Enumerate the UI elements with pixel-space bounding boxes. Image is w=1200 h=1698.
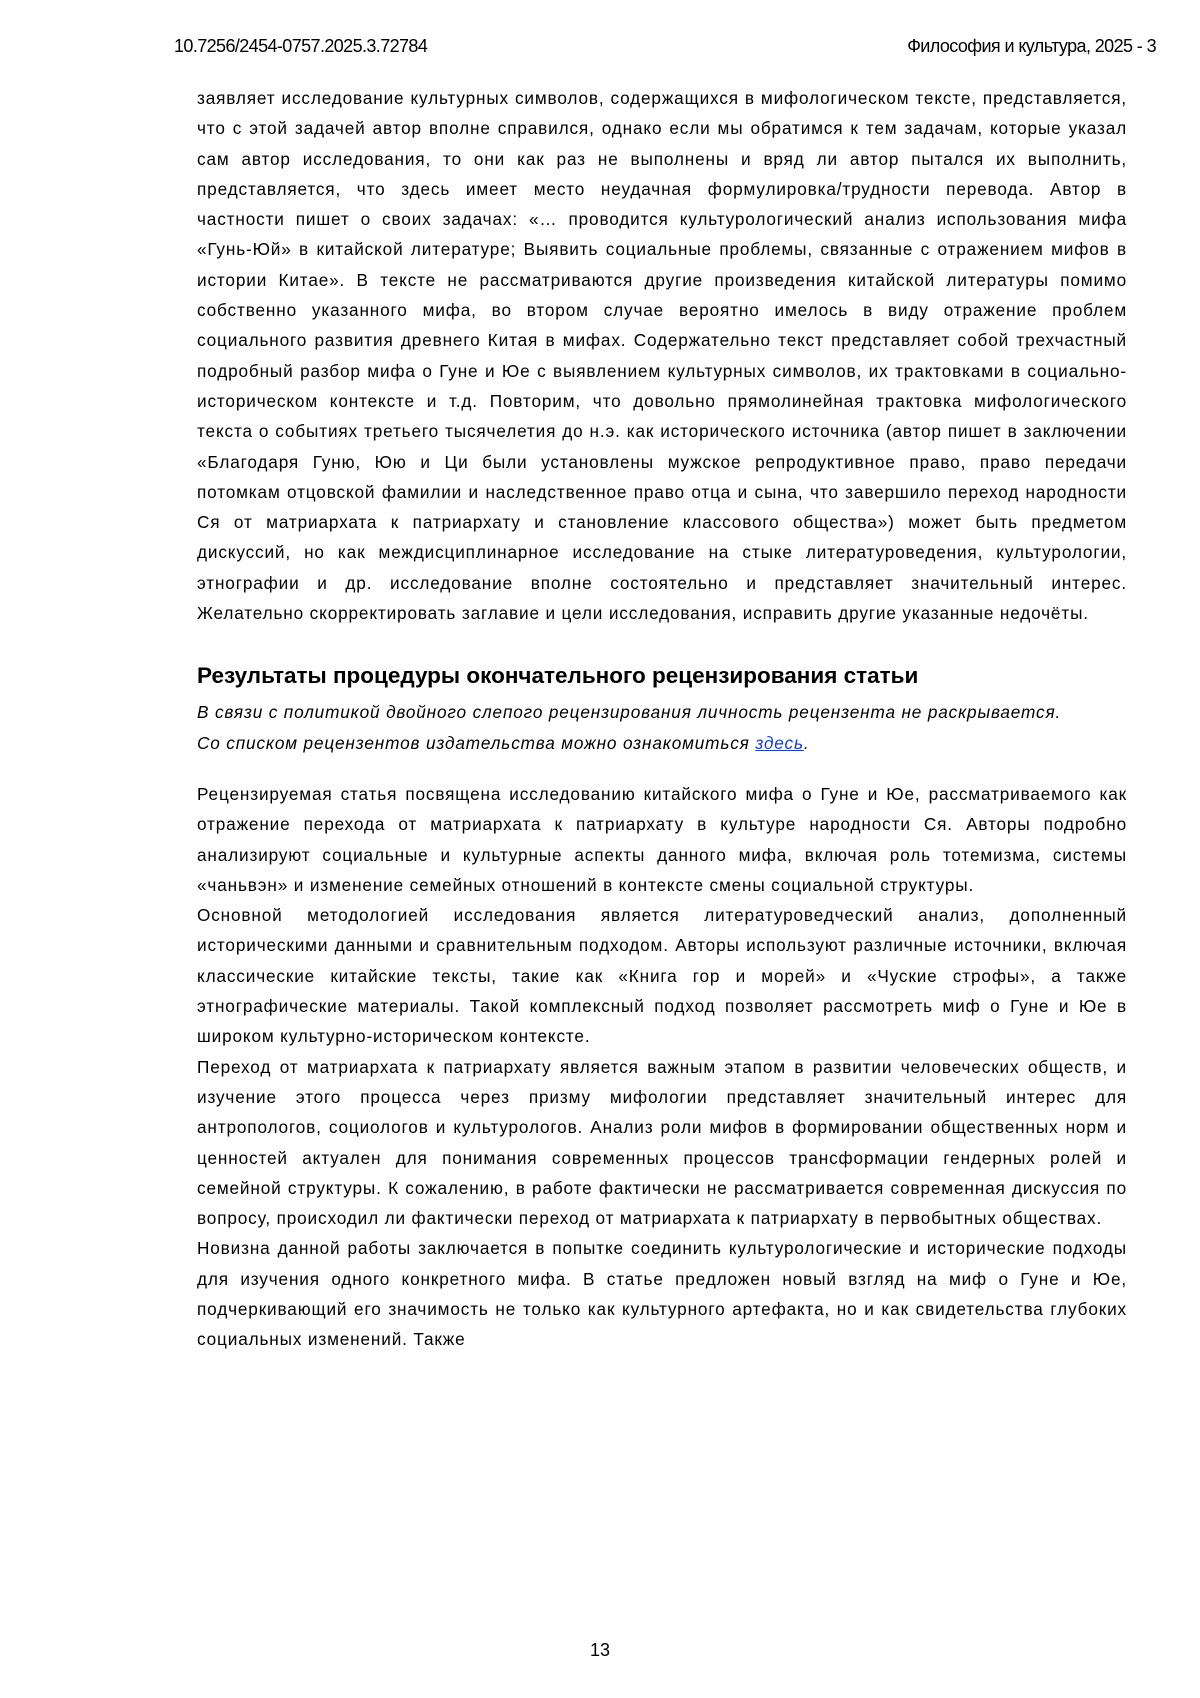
review-paragraph: Новизна данной работы заключается в попытке соединить культурологические и исторические подходы для изучения одного конкретного мифа. В статье предложен новый взгляд на миф о Гуне и Юе, подчеркивающий его значимость не только как культурного артефакта, но и как свидетельства глубоких социальных изменений. Также: [197, 1233, 1127, 1354]
article-body: [197, 83, 1127, 1355]
review-text: [197, 779, 1127, 1355]
reviewers-list-link[interactable]: здесь: [755, 733, 804, 753]
doi-label: 10.7256/2454-0757.2025.3.72784: [174, 36, 427, 57]
notice-suffix: .: [804, 733, 810, 753]
section-heading: Результаты процедуры окончательного рецензирования статьи: [197, 658, 1127, 694]
review-paragraph: Рецензируемая статья посвящена исследованию китайского мифа о Гуне и Юе, рассматриваемого как отражение перехода от матриархата к патриархату в культуре народности Ся. Авторы подробно анализируют социальные и культурные аспекты данного мифа, включая роль тотемизма, системы «чаньвэн» и изменение семейных отношений в контексте смены социальной структуры.: [197, 779, 1127, 900]
review-paragraph: Переход от матриархата к патриархату является важным этапом в развитии человеческих обществ, и изучение этого процесса через призму мифологии представляет значительный интерес для антропологов, социологов и культурологов. Анализ роли мифов в формировании общественных норм и ценностей актуален для понимания современных процессов трансформации гендерных ролей и семейной структуры. К сожалению, в работе фактически не рассматривается современная дискуссия по вопросу, происходил ли фактически переход от матриархата к патриархату в первобытных обществах.: [197, 1052, 1127, 1234]
continuation-paragraph: заявляет исследование культурных символов, содержащихся в мифологическом тексте, представляется, что с этой задачей автор вполне справился, однако если мы обратимся к тем задачам, которые указал сам автор исследования, то они как раз не выполнены и вряд ли автор пытался их выполнить, представляется, что здесь имеет место неудачная формулировка/трудности перевода. Автор в частности пишет о своих задачах: «… проводится культурологический анализ использования мифа «Гунь-Юй» в китайской литературе; Выявить социальные проблемы, связанные с отражением мифов в истории Китае». В тексте не рассматриваются другие произведения китайской литературы помимо собственно указанного мифа, во втором случае вероятно имелось в виду отражение проблем социального развития древнего Китая в мифах. Содержательно текст представляет собой трехчастный подробный разбор мифа о Гуне и Юе с выявлением культурных символов, их трактовками в социально-историческом контексте и т.д. Повторим, что довольно прямолинейная трактовка мифологического текста о событиях третьего тысячелетия до н.э. как исторического источника (автор пишет в заключении «Благодаря Гуню, Юю и Ци были установлены мужское репродуктивное право, право передачи потомкам отцовской фамилии и наследственное право отца и сына, что завершило переход народности Ся от матриархата к патриархату и становление классового общества») может быть предметом дискуссий, но как междисциплинарное исследование на стыке литературоведения, культурологии, этнографии и др. исследование вполне состоятельно и представляет значительный интерес. Желательно скорректировать заглавие и цели исследования, исправить другие указанные недочёты.: [197, 83, 1127, 628]
review-paragraph: Основной методологией исследования является литературоведческий анализ, дополненный историческими данными и сравнительным подходом. Авторы используют различные источники, включая классические китайские тексты, такие как «Книга гор и морей» и «Чуские строфы», а также этнографические материалы. Такой комплексный подход позволяет рассмотреть миф о Гуне и Юе в широком культурно-историческом контексте.: [197, 900, 1127, 1051]
running-header: [174, 36, 1156, 62]
page-number: 13: [0, 1640, 1200, 1661]
notice-prefix: Со списком рецензентов издательства можно ознакомиться: [197, 733, 755, 753]
notice-line-reviewers: [197, 728, 1127, 758]
notice-line-anonymity: В связи с политикой двойного слепого рецензирования личность рецензента не раскрывается.: [197, 697, 1127, 727]
journal-title: Философия и культура, 2025 - 3: [907, 36, 1156, 57]
review-policy-notice: [197, 697, 1127, 758]
